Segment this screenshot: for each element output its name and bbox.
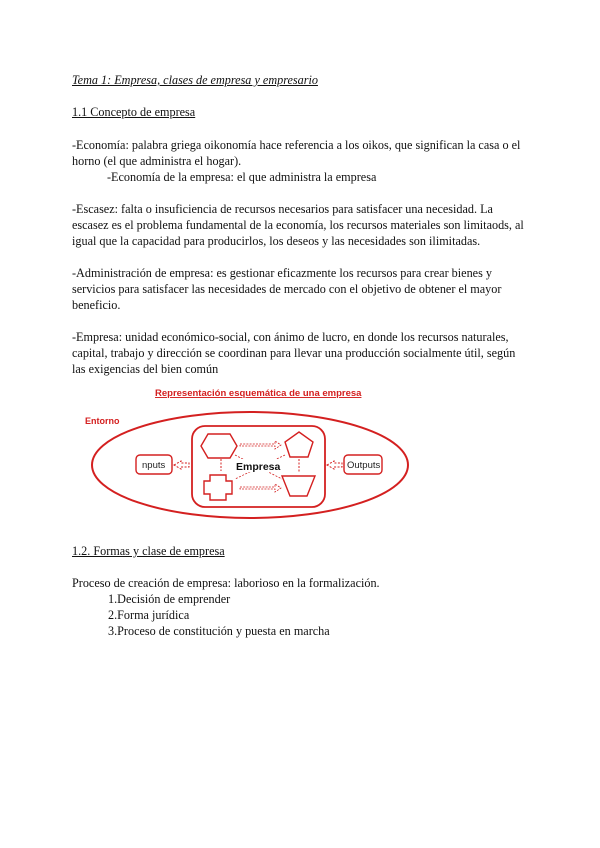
process-intro: Proceso de creación de empresa: laborioso en la formalización. <box>72 576 380 590</box>
outputs-label: Outputs <box>347 460 381 471</box>
text-line: escasez es el problema fundamental de la economía, los recursos materiales son limitaods, al <box>72 218 524 232</box>
entorno-label: Entorno <box>85 416 120 426</box>
list-item: 1.Decisión de emprender <box>108 592 231 606</box>
list-item: 2.Forma jurídica <box>108 608 190 622</box>
text-line: igual que la capacidad para producirlos, los deseos y las necesidades son ilimitadas. <box>72 234 481 248</box>
text-line: -Escasez: falta o insuficiencia de recursos necesarios para satisfacer una necesidad. La <box>72 202 493 216</box>
enterprise-diagram <box>85 383 415 523</box>
text-line: beneficio. <box>72 298 121 312</box>
text-line: servicios para satisfacer las necesidades de mercado con el objetivo de obtener el mayor <box>72 282 502 296</box>
arrow-icon <box>240 441 281 449</box>
text-line: capital, trabajo y dirección se coordinan para llevar una producción socialmente útil, según <box>72 346 516 360</box>
text-line: horno (el que administra el hogar). <box>72 154 242 168</box>
page-title: Tema 1: Empresa, clases de empresa y empresario <box>72 73 318 87</box>
text-line: -Economía: palabra griega oikonomía hace referencia a los oikos, que significan la casa o el <box>72 138 521 152</box>
text-line: las exigencias del bien común <box>72 362 219 376</box>
inputs-label: nputs <box>142 460 166 471</box>
text-line-indented: -Economía de la empresa: el que administra la empresa <box>107 170 377 184</box>
section-heading-concepto: 1.1 Concepto de empresa <box>72 105 196 119</box>
cross-shape-icon <box>204 475 232 500</box>
section-heading-formas: 1.2. Formas y clase de empresa <box>72 544 225 558</box>
list-item: 3.Proceso de constitución y puesta en marcha <box>108 624 330 638</box>
arrow-icon <box>174 461 189 469</box>
company-label: Empresa <box>236 461 281 473</box>
pentagon-icon <box>285 432 313 457</box>
text-line: -Administración de empresa: es gestionar eficazmente los recursos para crear bienes y <box>72 266 492 280</box>
diagram-title: Representación esquemática de una empresa <box>155 388 362 399</box>
trapezoid-icon <box>282 476 315 496</box>
hexagon-icon <box>201 434 237 458</box>
text-line: -Empresa: unidad económico-social, con ánimo de lucro, en donde los recursos naturales, <box>72 330 509 344</box>
arrow-icon <box>327 461 342 469</box>
arrow-icon <box>240 484 281 492</box>
